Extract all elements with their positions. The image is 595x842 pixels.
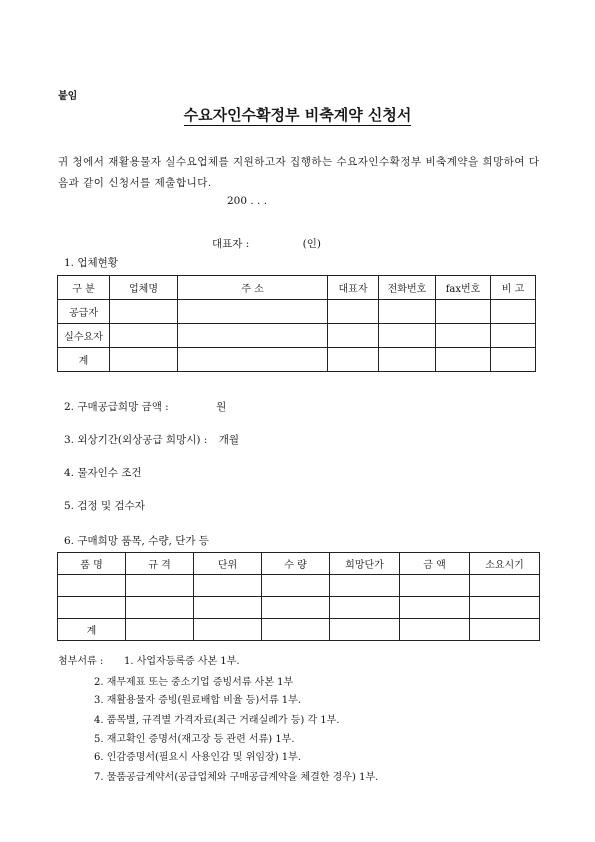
input-cell[interactable] bbox=[262, 597, 330, 619]
representative-label: 대표자 : bbox=[212, 238, 250, 250]
header-cell: 구 분 bbox=[58, 276, 110, 300]
section1-title: 1. 업체현황 bbox=[64, 257, 118, 269]
section2-line bbox=[64, 399, 226, 414]
header-cell: 단위 bbox=[194, 553, 262, 575]
input-cell[interactable] bbox=[194, 597, 262, 619]
header-cell: 수 량 bbox=[262, 553, 330, 575]
input-cell[interactable] bbox=[126, 597, 194, 619]
input-cell[interactable] bbox=[194, 619, 262, 641]
section3-unit: 개월 bbox=[218, 434, 239, 446]
input-cell[interactable] bbox=[379, 324, 436, 348]
attachment-item: 7. 물품공급계약서(공급업체와 구매공급계약을 체결한 경우) 1부. bbox=[94, 772, 379, 783]
input-cell[interactable] bbox=[491, 300, 536, 324]
input-cell[interactable] bbox=[436, 300, 491, 324]
date-line: 200 . . . bbox=[227, 195, 268, 207]
row-label: 실수요자 bbox=[58, 324, 110, 348]
section2-label: 2. 구매공급희망 금액 : bbox=[64, 401, 169, 413]
table-row bbox=[58, 348, 536, 372]
input-cell[interactable] bbox=[330, 597, 400, 619]
input-cell[interactable] bbox=[470, 575, 540, 597]
input-cell[interactable] bbox=[328, 348, 379, 372]
input-cell[interactable] bbox=[328, 300, 379, 324]
input-cell[interactable] bbox=[330, 575, 400, 597]
input-cell[interactable] bbox=[470, 619, 540, 641]
attachment-item: 1. 사업자등록증 사본 1부. bbox=[124, 656, 240, 667]
input-cell[interactable] bbox=[110, 348, 178, 372]
section5-label: 5. 검정 및 검수자 bbox=[64, 500, 145, 512]
header-cell: 규 격 bbox=[126, 553, 194, 575]
row-label: 계 bbox=[58, 348, 110, 372]
section3-line bbox=[64, 432, 239, 447]
input-cell[interactable] bbox=[262, 619, 330, 641]
header-cell: fax번호 bbox=[436, 276, 491, 300]
table-row bbox=[58, 575, 540, 597]
seal-mark: (인) bbox=[302, 238, 321, 250]
input-cell[interactable] bbox=[436, 348, 491, 372]
header-cell: 금 액 bbox=[400, 553, 470, 575]
input-cell[interactable] bbox=[58, 597, 126, 619]
attachment-item: 5. 재고확인 증명서(재고장 등 관련 서류) 1부. bbox=[94, 734, 295, 745]
input-cell[interactable] bbox=[400, 575, 470, 597]
intro-paragraph: 귀 청에서 재활용물자 실수요업체를 지원하고자 집행하는 수요자인수확정부 비축계약을 희망하여 다음과 같이 신청서를 제출합니다. bbox=[58, 156, 540, 189]
input-cell[interactable] bbox=[126, 619, 194, 641]
section6-title: 6. 구매희망 품목, 수량, 단가 등 bbox=[64, 535, 209, 547]
document-title-text: 수요자인수확정부 비축계약 신청서 bbox=[183, 106, 412, 124]
input-cell[interactable] bbox=[470, 597, 540, 619]
document-title bbox=[0, 104, 595, 125]
input-cell[interactable] bbox=[262, 575, 330, 597]
input-cell[interactable] bbox=[491, 324, 536, 348]
table-row bbox=[58, 619, 540, 641]
input-cell[interactable] bbox=[58, 575, 126, 597]
attachment-label: 붙임 bbox=[58, 91, 78, 102]
input-cell[interactable] bbox=[491, 348, 536, 372]
input-cell[interactable] bbox=[328, 324, 379, 348]
input-cell[interactable] bbox=[379, 300, 436, 324]
header-cell: 품 명 bbox=[58, 553, 126, 575]
input-cell[interactable] bbox=[126, 575, 194, 597]
company-status-table bbox=[57, 275, 536, 372]
input-cell[interactable] bbox=[400, 597, 470, 619]
table-row bbox=[58, 324, 536, 348]
row-label: 공급자 bbox=[58, 300, 110, 324]
section4-label: 4. 물자인수 조건 bbox=[64, 467, 142, 479]
input-cell[interactable] bbox=[110, 300, 178, 324]
input-cell[interactable] bbox=[400, 619, 470, 641]
input-cell[interactable] bbox=[178, 300, 328, 324]
input-cell[interactable] bbox=[178, 324, 328, 348]
table-row bbox=[58, 597, 540, 619]
input-cell[interactable] bbox=[110, 324, 178, 348]
input-cell[interactable] bbox=[436, 324, 491, 348]
header-cell: 대표자 bbox=[328, 276, 379, 300]
purchase-items-table bbox=[57, 552, 540, 641]
section3-label: 3. 외상기간(외상공급 희망시) : bbox=[64, 434, 208, 446]
input-cell[interactable] bbox=[330, 619, 400, 641]
attachments-label: 첨부서류 : bbox=[58, 656, 104, 667]
header-cell: 전화번호 bbox=[379, 276, 436, 300]
header-cell: 주 소 bbox=[178, 276, 328, 300]
representative-line bbox=[212, 236, 321, 251]
table-header-row bbox=[58, 553, 540, 575]
input-cell[interactable] bbox=[178, 348, 328, 372]
input-cell[interactable] bbox=[379, 348, 436, 372]
row-label: 계 bbox=[58, 619, 126, 641]
header-cell: 비 고 bbox=[491, 276, 536, 300]
table-row bbox=[58, 300, 536, 324]
input-cell[interactable] bbox=[194, 575, 262, 597]
header-cell: 업체명 bbox=[110, 276, 178, 300]
attachment-item: 2. 재무제표 또는 중소기업 증빙서류 사본 1부 bbox=[94, 677, 294, 688]
attachment-item: 4. 품목별, 규격별 가격자료(최근 거래실례가 등) 각 1부. bbox=[94, 715, 340, 726]
header-cell: 희망단가 bbox=[330, 553, 400, 575]
header-cell: 소요시기 bbox=[470, 553, 540, 575]
attachment-item: 3. 재활용물자 증빙(원료배합 비율 등)서류 1부. bbox=[94, 695, 301, 706]
table-header-row bbox=[58, 276, 536, 300]
attachment-item: 6. 인감증명서(필요시 사용인감 및 위임장) 1부. bbox=[94, 752, 301, 763]
section2-unit: 원 bbox=[216, 401, 227, 413]
